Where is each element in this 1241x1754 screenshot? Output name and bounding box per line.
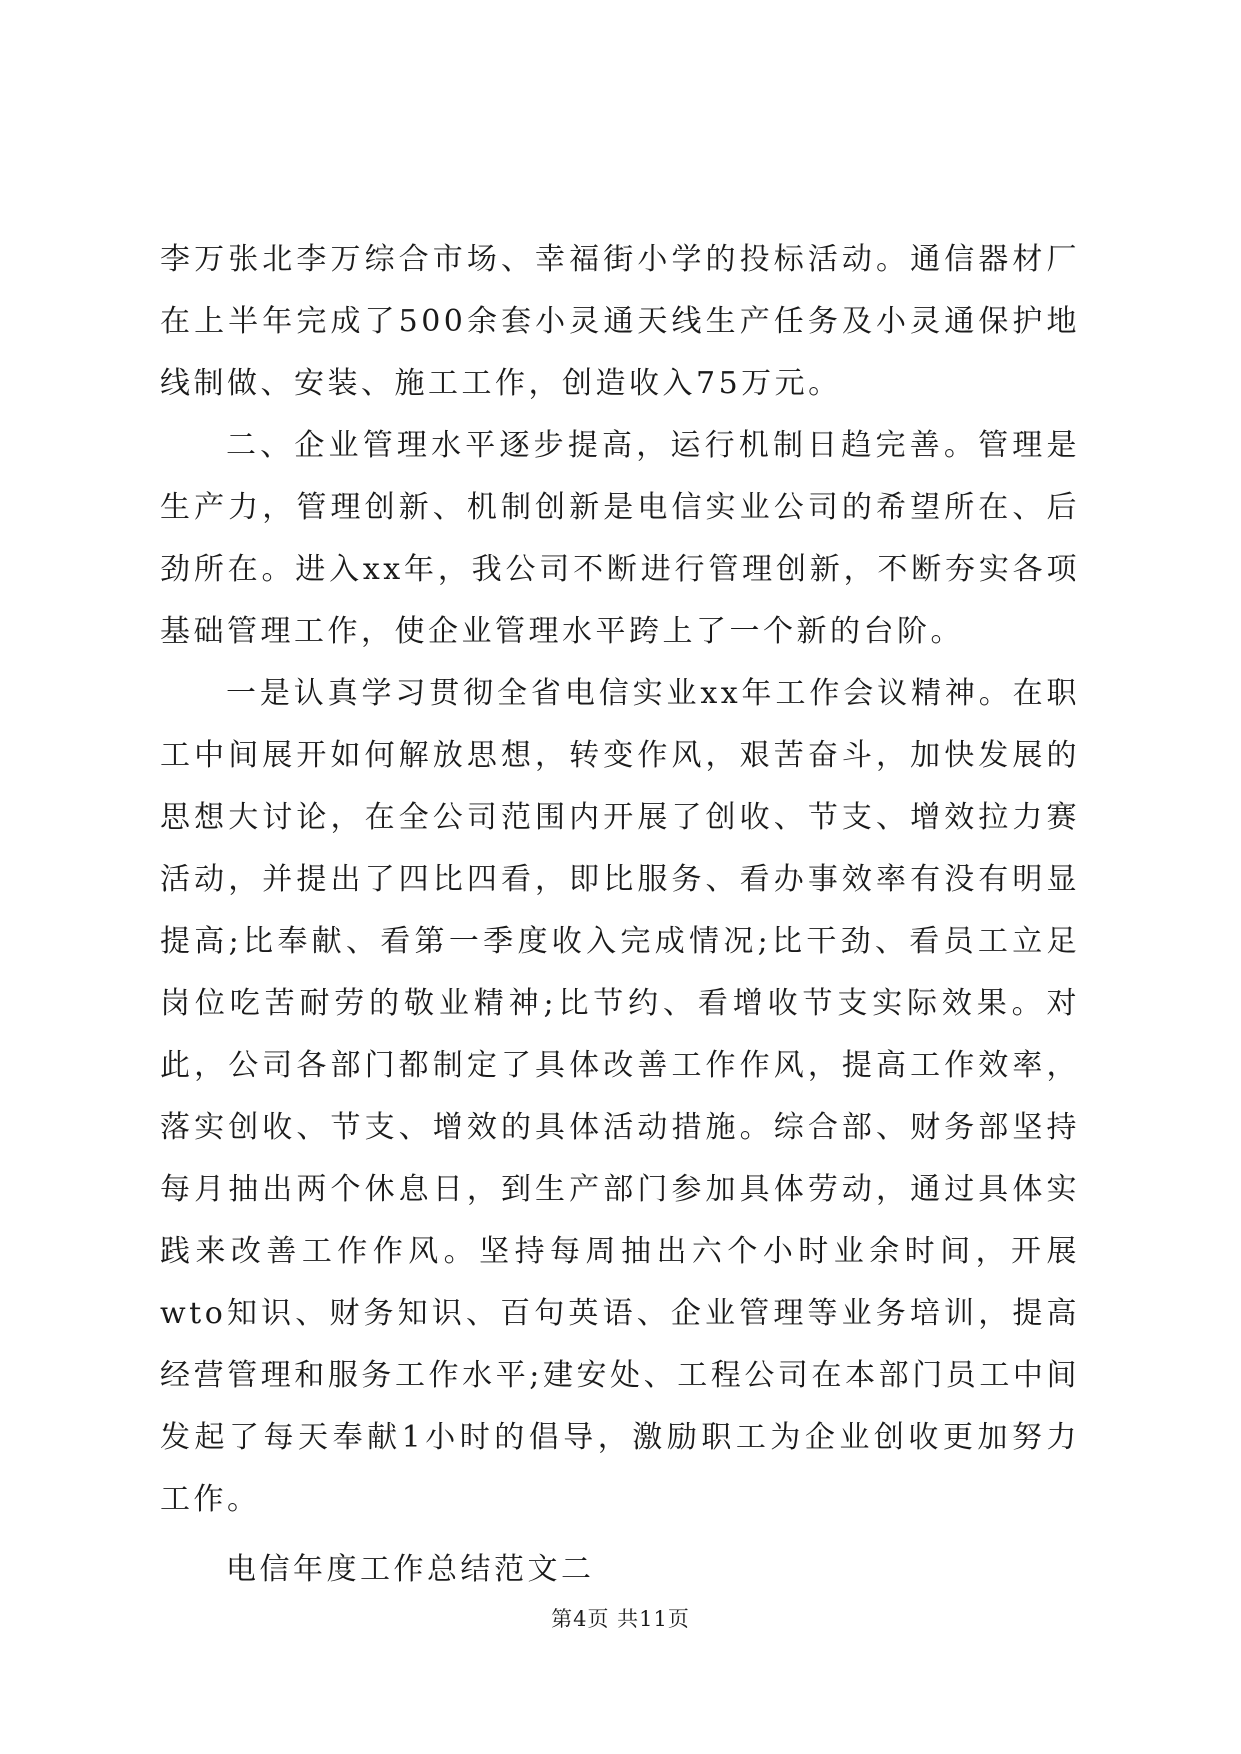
section-heading: 电信年度工作总结范文二 <box>226 1552 595 1587</box>
paragraph-1: 李万张北李万综合市场、幸福街小学的投标活动。通信器材厂在上半年完成了500余套小灵通天线生产任务及小灵通保护地线制做、安装、施工工作，创造收入75万元。 <box>160 242 1080 401</box>
document-body <box>160 229 1080 1601</box>
paragraph-2: 二、企业管理水平逐步提高，运行机制日趋完善。管理是生产力，管理创新、机制创新是电信实业公司的希望所在、后劲所在。进入xx年，我公司不断进行管理创新，不断夯实各项基础管理工作，使企业管理水平跨上了一个新的台阶。 <box>160 428 1080 649</box>
paragraph-3: 一是认真学习贯彻全省电信实业xx年工作会议精神。在职工中间展开如何解放思想，转变作风，艰苦奋斗，加快发展的思想大讨论，在全公司范围内开展了创收、节支、增效拉力赛活动，并提出了四比四看，即比服务、看办事效率有没有明显提高;比奉献、看第一季度收入完成情况;比干劲、看员工立足岗位吃苦耐劳的敬业精神;比节约、看增收节支实际效果。对此，公司各部门都制定了具体改善工作作风，提高工作效率，落实创收、节支、增效的具体活动措施。综合部、财务部坚持每月抽出两个休息日，到生产部门参加具体劳动，通过具体实践来改善工作作风。坚持每周抽出六个小时业余时间，开展wto知识、财务知识、百句英语、企业管理等业务培训，提高经营管理和服务工作水平;建安处、工程公司在本部门员工中间发起了每天奉献1小时的倡导，激励职工为企业创收更加努力工作。 <box>160 676 1080 1517</box>
page-number-footer: 第4页 共11页 <box>551 1607 690 1631</box>
